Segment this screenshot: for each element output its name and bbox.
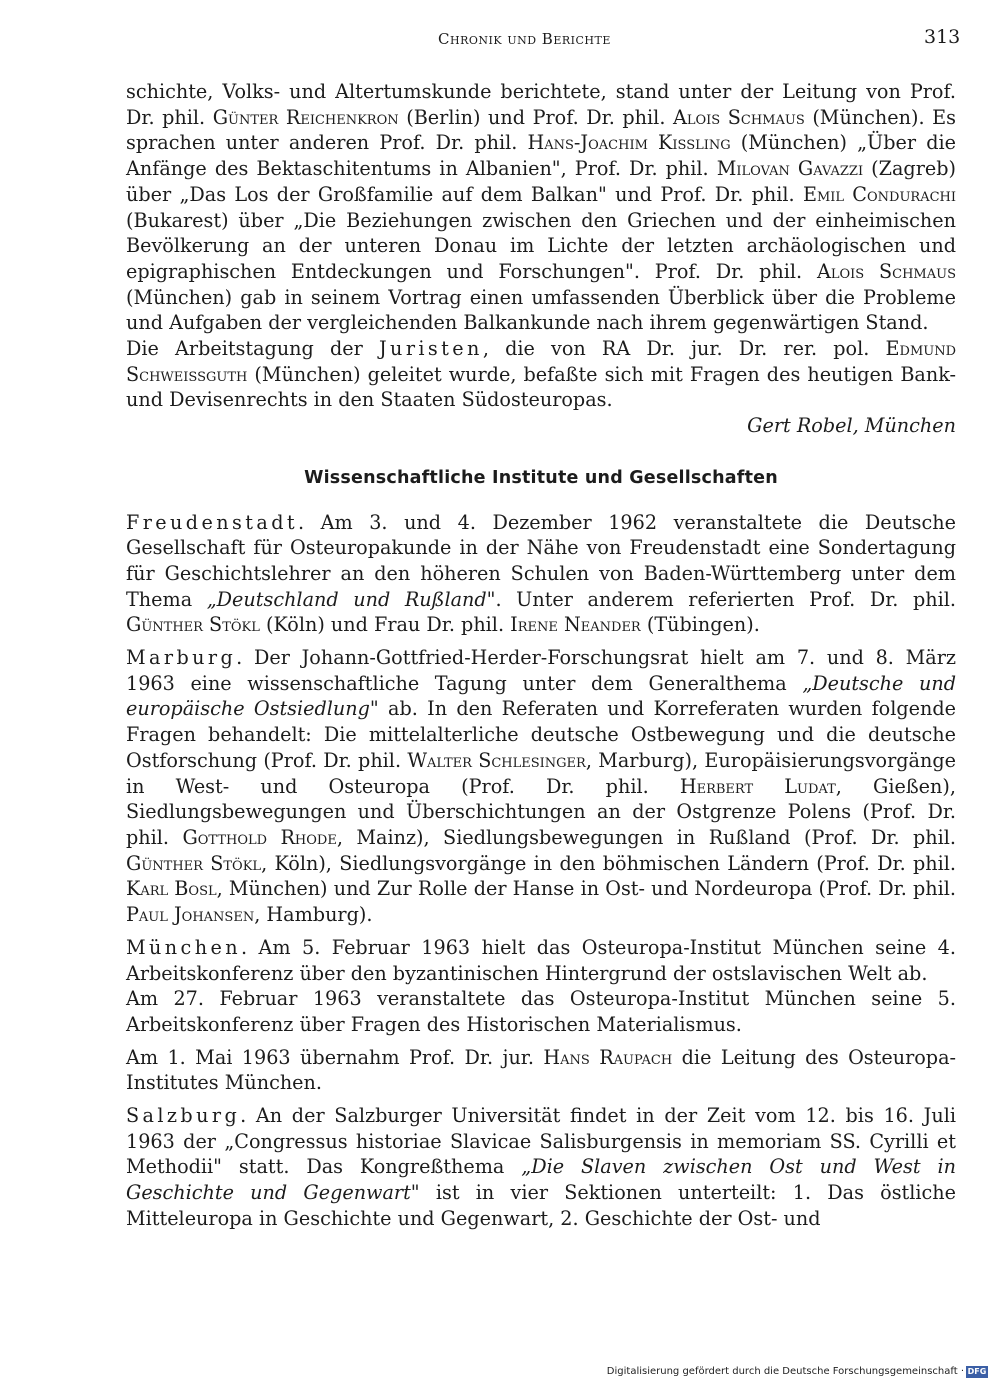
person-name: Günter Reichenkron	[212, 105, 399, 129]
person-name: Günther Stökl	[126, 613, 260, 637]
person-name: Paul Johansen	[126, 903, 255, 927]
person-name: Karl Bosl	[126, 877, 217, 901]
person-name: Walter Schlesinger	[407, 748, 586, 772]
page-body	[126, 79, 956, 1232]
theme-title: „Die Slaven zwischen Ost und West in Geschichte und Gegenwart"	[126, 1155, 956, 1205]
person-name: Herbert Ludat	[679, 774, 836, 798]
digitization-credit: Digitalisierung gefördert durch die Deutsche Forschungsgemeinschaft ·	[606, 1366, 964, 1377]
person-name: Emil Condurachi	[802, 182, 957, 206]
person-name: Milovan Gavazzi	[716, 157, 864, 181]
spaced-keyword: Juristen	[378, 337, 483, 361]
person-name: Alois Schmaus	[673, 105, 805, 129]
theme-title: „Deutschland und Rußland"	[206, 587, 496, 611]
person-name: Edmund Schweissguth	[126, 337, 957, 386]
paragraph-muenchen-2: Am 27. Februar 1963 veranstaltete das Osteuropa-Institut München seine 5. Arbeitskonferenz über Fragen des Historischen Materialismus.	[126, 987, 956, 1036]
paragraph-salzburg: Salzburg. An der Salzburger Universität findet in der Zeit vom 12. bis 16. Juli 1963 der „Congressus historiae Slavicae Salisburgensis in memoriam SS. Cyrilli et Methodii" statt. Das Kongreßthema „Die Slaven zwischen Ost und West in Geschichte und Gegenwart" ist in vier Sektionen unterteilt: 1. Das östliche Mitteleuropa in Geschichte und Gegenwart, 2. Geschichte der Ost- und	[126, 1104, 956, 1230]
dfg-logo: DFG	[967, 1367, 987, 1376]
running-head: Chronik und Berichte	[438, 30, 611, 48]
place-name: Marburg	[126, 646, 237, 670]
author-signature: Gert Robel, München	[747, 414, 956, 438]
place-name: Salzburg	[126, 1104, 241, 1128]
person-name: Alois Schmaus	[816, 259, 956, 283]
person-name: Hans-Joachim Kissling	[527, 131, 731, 155]
paragraph-balkankunde: schichte, Volks- und Altertumskunde berichtete, stand unter der Leitung von Prof. Dr. phil. Günter Reichenkron (Berlin) und Prof. Dr. phil. Alois Schmaus (München). Es sprachen unter anderen Prof. Dr. phil. Hans-Joachim Kissling (München) „Über die Anfänge des Bektaschitentums in Albanien", Prof. Dr. phil. Milovan Gavazzi (Zagreb) über „Das Los der Großfamilie auf dem Balkan" und Prof. Dr. phil. Emil Condurachi (Bukarest) über „Die Beziehungen zwischen den Griechen und der einheimischen Bevölkerung an der unteren Donau im Lichte der letzten archäologischen und epigraphischen Entdeckungen und Forschungen". Prof. Dr. phil. Alois Schmaus (München) gab in seinem Vortrag einen umfassenden Überblick über die Probleme und Aufgaben der vergleichenden Balkankunde nach ihrem gegenwärtigen Stand.	[126, 80, 957, 335]
theme-title: „Deutsche und europäische Ostsiedlung"	[126, 671, 956, 721]
section-title: Wissenschaftliche Institute und Gesellschaften	[304, 467, 778, 488]
person-name: Günther Stökl	[126, 851, 262, 875]
place-name: München	[126, 935, 241, 959]
place-name: Freudenstadt	[126, 510, 298, 534]
paragraph-freudenstadt: Freudenstadt. Am 3. und 4. Dezember 1962 veranstaltete die Deutsche Gesellschaft für Osteuropakunde in der Nähe von Freudenstadt eine Sondertagung für Geschichtslehrer an den höheren Schulen von Baden-Württemberg unter dem Thema „Deutschland und Rußland". Unter anderem referierten Prof. Dr. phil. Günther Stökl (Köln) und Frau Dr. phil. Irene Neander (Tübingen).	[126, 510, 956, 637]
paragraph-muenchen-3: Am 1. Mai 1963 übernahm Prof. Dr. jur. Hans Raupach die Leitung des Osteuropa-Institutes München.	[126, 1045, 957, 1095]
page-footer	[0, 1366, 1000, 1383]
paragraph-muenchen: München. Am 5. Februar 1963 hielt das Osteuropa-Institut München seine 4. Arbeitskonferenz über den byzantinischen Hintergrund der ostslavischen Welt ab.	[126, 935, 956, 985]
paragraph-juristen: Die Arbeitstagung der Juristen, die von RA Dr. jur. Dr. rer. pol. Edmund Schweissguth (München) geleitet wurde, befaßte sich mit Fragen des heutigen Bank- und Devisenrechts in den Staaten Südosteuropas.	[126, 337, 957, 412]
person-name: Gotthold Rhode	[182, 825, 337, 849]
person-name: Irene Neander	[510, 613, 641, 637]
paragraph-marburg: Marburg. Der Johann-Gottfried-Herder-Forschungsrat hielt am 7. und 8. März 1963 eine wissenschaftliche Tagung unter dem Generalthema „Deutsche und europäische Ostsiedlung" ab. In den Referaten und Korreferaten wurden folgende Fragen behandelt: Die mittelalterliche deutsche Ostbewegung und die deutsche Ostforschung (Prof. Dr. phil. Walter Schlesinger, Marburg), Europäisierungsvorgänge in West- und Osteuropa (Prof. Dr. phil. Herbert Ludat, Gießen), Siedlungsbewegungen und Überschichtungen an der Ostgrenze Polens (Prof. Dr. phil. Gotthold Rhode, Mainz), Siedlungsbewegungen in Rußland (Prof. Dr. phil. Günther Stökl, Köln), Siedlungsvorgänge in den böhmischen Ländern (Prof. Dr. phil. Karl Bosl, München) und Zur Rolle der Hanse in Ost- und Nordeuropa (Prof. Dr. phil. Paul Johansen, Hamburg).	[126, 646, 956, 927]
person-name: Hans Raupach	[543, 1045, 673, 1069]
page-header	[0, 26, 1000, 54]
page-number: 313	[924, 26, 961, 48]
